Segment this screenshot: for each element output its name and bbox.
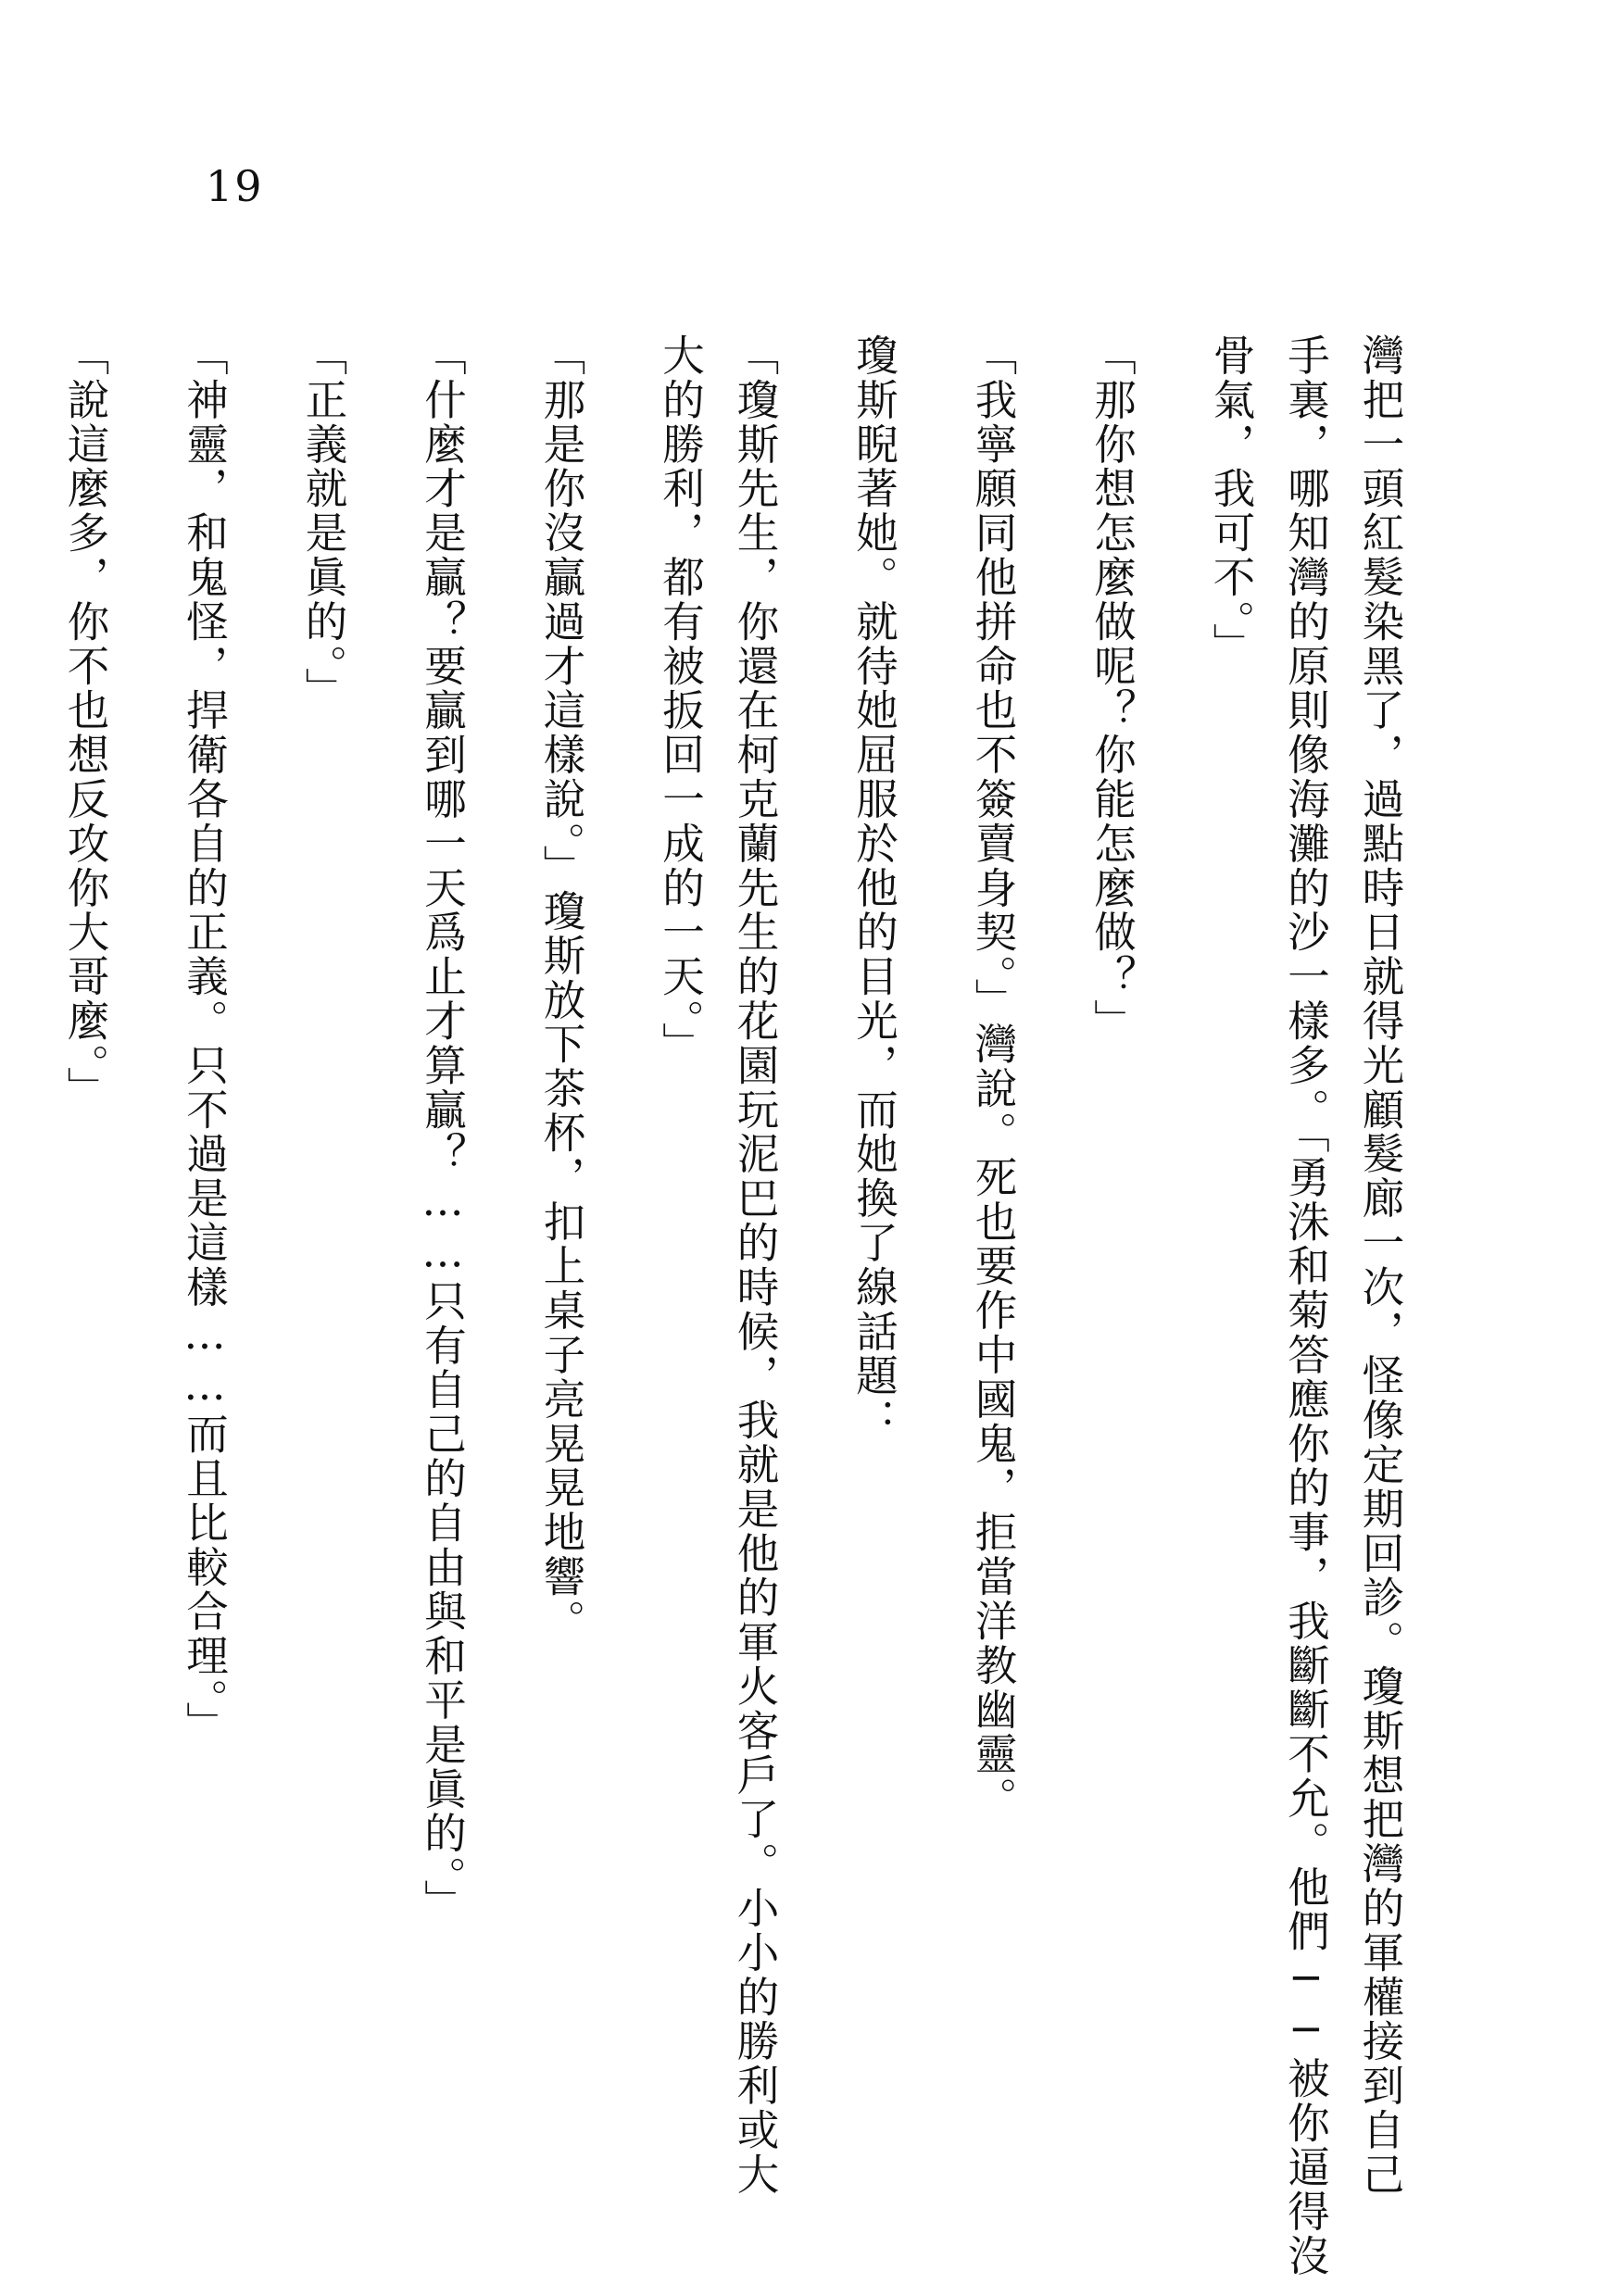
text-column: 「說這麼多，你不也想反攻你大哥麼。」: [61, 333, 110, 1111]
text-column: 「正義就是眞的。」: [299, 333, 348, 712]
text-column: 「我寧願同他拼命也不簽賣身契。」灣說。死也要作中國鬼，拒當洋教幽靈。: [969, 333, 1018, 1821]
text-column: 「瓊斯先生，你還在柯克蘭先生的花園玩泥巴的時候，我就是他的軍火客戶了。小小的勝利或大: [731, 333, 780, 2197]
text-column: 「那你想怎麼做呢？你能怎麼做？」: [1087, 333, 1137, 1044]
text-column: 「那是你沒贏過才這樣說。」瓊斯放下茶杯，扣上桌子亮晃晃地響。: [537, 333, 586, 1644]
text-column: 骨氣，我可不。」: [1207, 333, 1256, 668]
text-column: 「神靈，和鬼怪，捍衛各自的正義。只不過是這樣……而且比較合理。」: [180, 333, 230, 1747]
page-number: 19: [206, 161, 264, 211]
text-column: [0, 333, 48, 2093]
text-column: 「什麼才是贏？要贏到哪一天爲止才算贏？……只有自己的自由與和平是眞的。」: [418, 333, 468, 1924]
text-column: 手裏，哪知灣的原則像海灘的沙一樣多。「勇洙和菊答應你的事，我斷斷不允。他們──被你逼得沒: [1281, 333, 1331, 2278]
text-column: 灣把一頭紅髮染黑了，過點時日就得光顧髮廊一次，怪像定期回診。瓊斯想把灣的軍權接到自己: [1356, 333, 1405, 2197]
body-text: [0, 333, 1417, 2278]
text-column: 瓊斯睨著她。就待她屈服於他的目光，而她換了線話題：: [849, 333, 899, 1443]
text-column: 大的勝利，都有被扳回一成的一天。」: [656, 333, 706, 1067]
